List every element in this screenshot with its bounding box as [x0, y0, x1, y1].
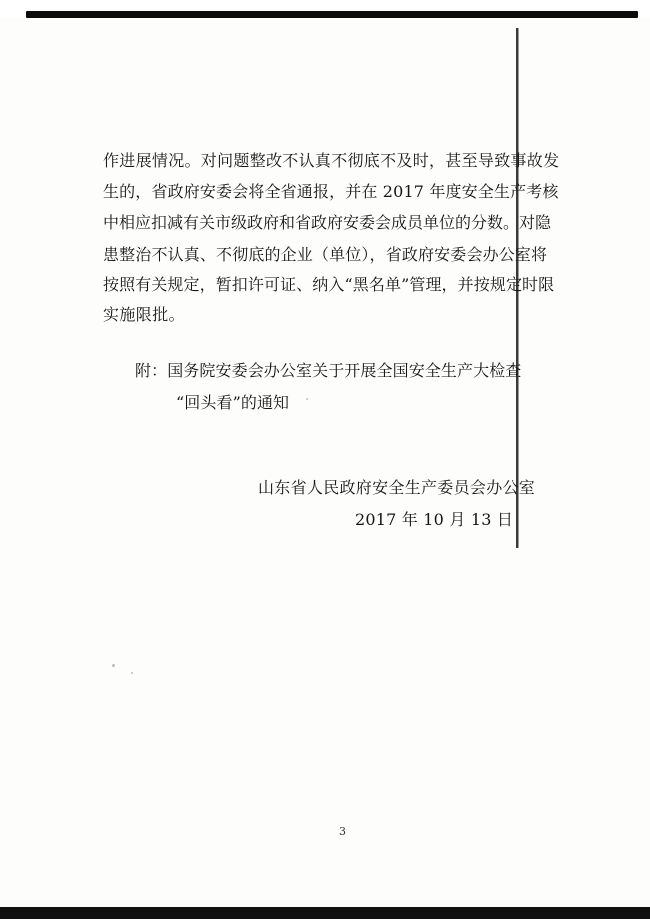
- page-number: 3: [339, 825, 346, 838]
- scan-speck: [112, 664, 115, 667]
- paragraph-line: 中相应扣减有关市级政府和省政府安委会成员单位的分数。对隐: [103, 213, 552, 232]
- scan-speck: [131, 672, 133, 674]
- paragraph-line: 按照有关规定，暂扣许可证、纳入“黑名单”管理，并按规定时限: [103, 275, 555, 294]
- signature-organization: 山东省人民政府安全生产委员会办公室: [258, 478, 536, 497]
- paragraph-line: 作进展情况。对问题整改不认真不彻底不及时，甚至导致事故发: [103, 151, 560, 170]
- paragraph-line: 患整治不认真、不彻底的企业（单位），省政府安委会办公室将: [103, 245, 548, 264]
- paragraph-line: 实施限批。: [103, 305, 186, 324]
- scan-top-black-band: [26, 11, 638, 18]
- paragraph-line: 生的，省政府安委会将全省通报，并在 2017 年度安全生产考核: [103, 182, 559, 201]
- attachment-title-line-2: “回头看”的通知: [176, 393, 290, 412]
- attachment-title-line-1: 附：国务院安委会办公室关于开展全国安全生产大检查: [135, 361, 522, 380]
- scan-bottom-black-edge: [0, 907, 650, 919]
- scan-speck: [306, 398, 308, 400]
- signature-date: 2017 年 10 月 13 日: [355, 510, 514, 529]
